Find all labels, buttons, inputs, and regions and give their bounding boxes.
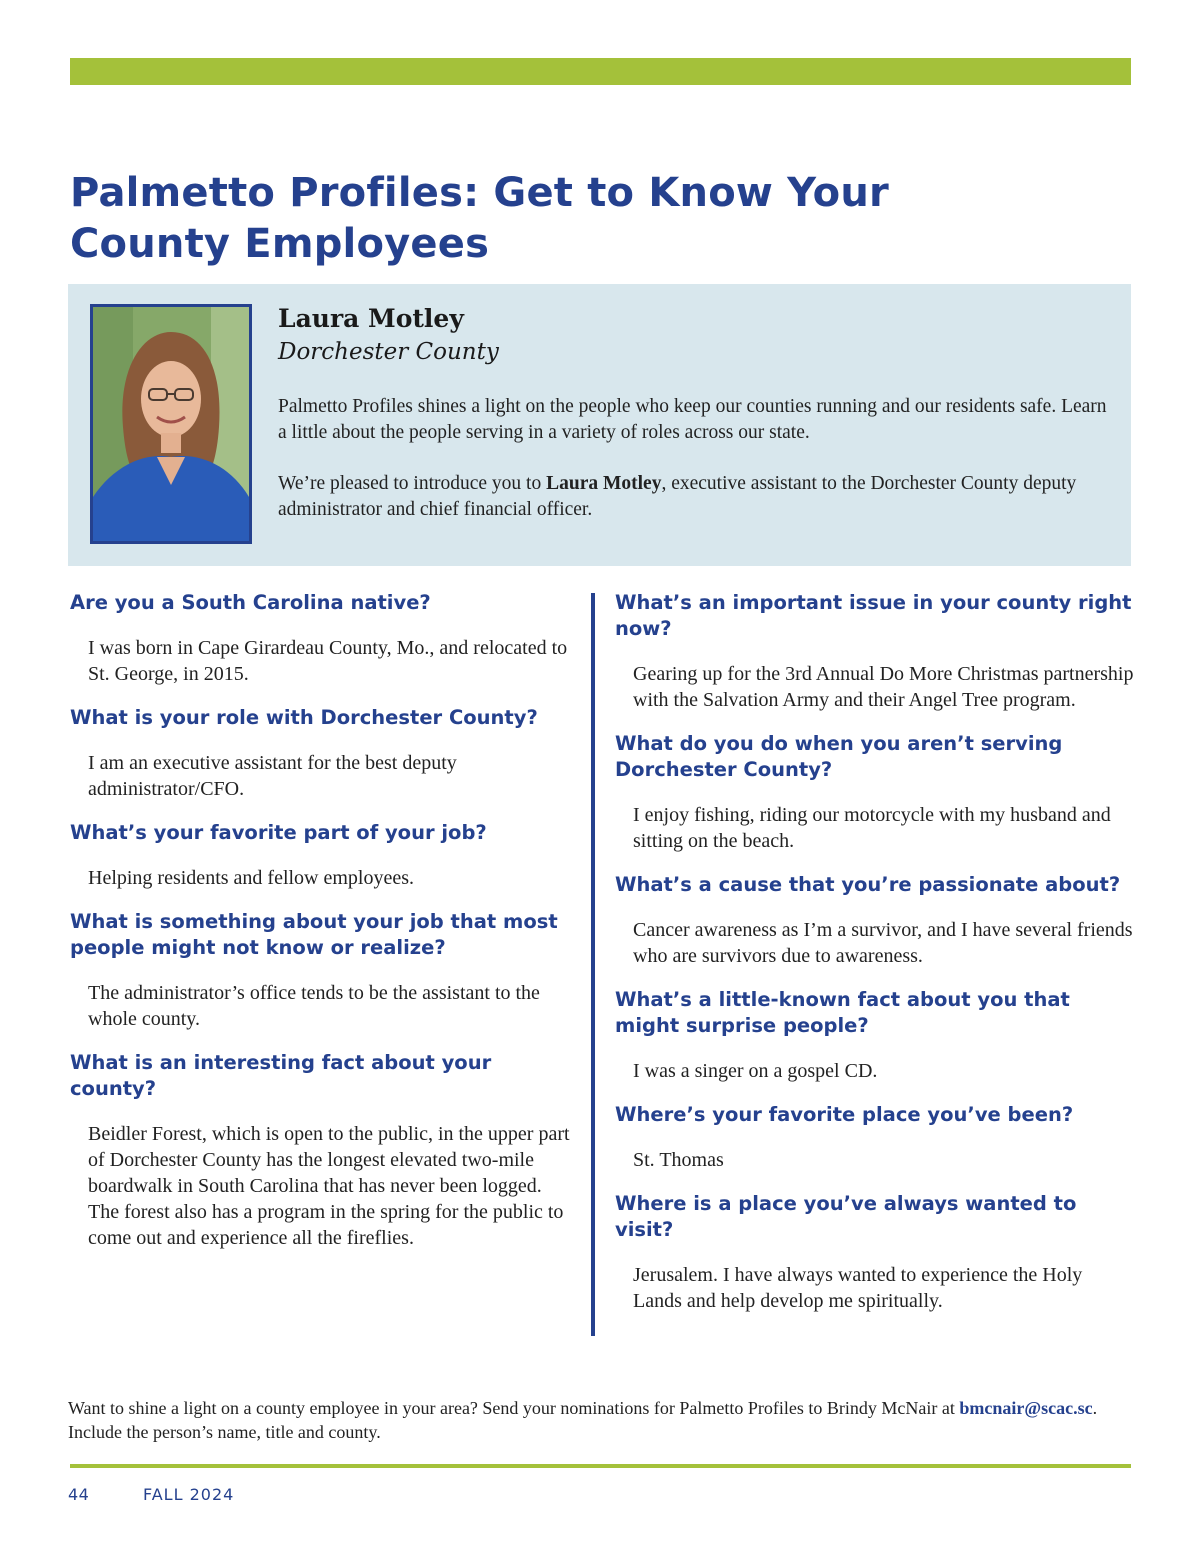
nomination-note: [68, 1396, 1128, 1444]
page-title: [70, 168, 1070, 270]
qa-item: [70, 820, 575, 909]
issue-label: FALL 2024: [143, 1485, 235, 1504]
introduction-paragraph: [278, 471, 1108, 523]
nomination-note-suffix: . Include the person’s name, title and county.: [68, 1398, 1098, 1442]
right-qa-column: [615, 590, 1135, 1332]
qa-item: [615, 1102, 1135, 1191]
left-qa-column: [70, 590, 575, 1269]
answer: I was born in Cape Girardeau County, Mo., and relocated to St. George, in 2015.: [88, 637, 568, 685]
answer: Helping residents and fellow employees.: [88, 867, 415, 889]
answer: Cancer awareness as I’m a survivor, and I have several friends who are survivors due to awareness.: [633, 919, 1133, 967]
qa-item: [615, 1191, 1135, 1332]
introduction-prefix: We’re pleased to introduce you to: [278, 473, 547, 494]
introduction-name: Laura Motley: [546, 473, 662, 494]
qa-item: [615, 872, 1135, 987]
qa-item: [615, 731, 1135, 872]
answer: St. Thomas: [633, 1149, 724, 1171]
answer: Gearing up for the 3rd Annual Do More Christmas partnership with the Salvation Army and their Angel Tree program.: [633, 663, 1134, 711]
profile-county: Dorchester County: [278, 339, 499, 365]
question: What’s an important issue in your county right now?: [615, 591, 1132, 640]
answer: I was a singer on a gospel CD.: [633, 1060, 878, 1082]
intro-panel: [68, 284, 1131, 566]
column-divider: [591, 593, 595, 1336]
qa-item: [70, 590, 575, 705]
question: Where’s your favorite place you’ve been?: [615, 1103, 1074, 1126]
question: Are you a South Carolina native?: [70, 591, 431, 614]
answer: I enjoy fishing, riding our motorcycle with my husband and sitting on the beach.: [633, 804, 1111, 852]
question: Where is a place you’ve always wanted to visit?: [615, 1192, 1077, 1241]
question: What is something about your job that most people might not know or realize?: [70, 910, 558, 959]
qa-item: [70, 1050, 575, 1269]
nomination-email-link[interactable]: bmcnair@scac.sc: [959, 1398, 1093, 1418]
nomination-note-prefix: Want to shine a light on a county employee in your area? Send your nominations for Palmetto Profiles to Brindy McNair at: [68, 1398, 960, 1418]
top-accent-bar: [70, 58, 1131, 85]
answer: The administrator’s office tends to be the assistant to the whole county.: [88, 982, 540, 1030]
qa-item: [615, 987, 1135, 1102]
answer: Beidler Forest, which is open to the public, in the upper part of Dorchester County has the longest elevated two-mile boardwalk in South Carolina that has never been logged. The forest also has a program in the spring for the public to come out and experience all the fireflies.: [88, 1123, 570, 1249]
profile-name: Laura Motley: [278, 304, 464, 333]
answer: I am an executive assistant for the best deputy administrator/CFO.: [88, 752, 457, 800]
intro-paragraph: Palmetto Profiles shines a light on the people who keep our counties running and our residents safe. Learn a little about the people serving in a variety of roles across our state.: [278, 396, 1107, 443]
page-title-line-2: County Employees: [70, 221, 490, 267]
question: What’s your favorite part of your job?: [70, 821, 487, 844]
page-title-line-1: Palmetto Profiles: Get to Know Your: [70, 170, 889, 216]
question: What’s a little-known fact about you that might surprise people?: [615, 988, 1070, 1037]
answer: Jerusalem. I have always wanted to experience the Holy Lands and help develop me spiritually.: [633, 1264, 1083, 1312]
page-number: 44: [68, 1485, 90, 1504]
profile-photo: [90, 304, 252, 544]
question: What is your role with Dorchester County?: [70, 706, 538, 729]
qa-item: [615, 590, 1135, 731]
footer-rule: [70, 1464, 1131, 1468]
qa-item: [70, 705, 575, 820]
qa-item: [70, 909, 575, 1050]
question: What’s a cause that you’re passionate about?: [615, 873, 1121, 896]
question: What do you do when you aren’t serving Dorchester County?: [615, 732, 1063, 781]
introduction-suffix: , executive assistant to the Dorchester County deputy administrator and chief financial officer.: [278, 473, 1077, 520]
portrait-illustration: [93, 307, 249, 541]
question: What is an interesting fact about your county?: [70, 1051, 492, 1100]
